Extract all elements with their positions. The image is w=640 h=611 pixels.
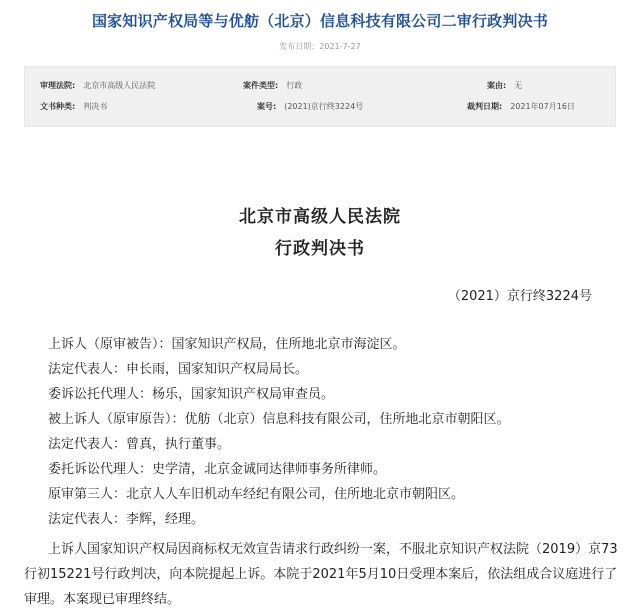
meta-case-no-value: (2021)京行终3224号 — [284, 102, 364, 111]
meta-cause — [487, 81, 522, 91]
party-line: 法定代表人：李辉，经理。 — [48, 512, 205, 527]
party-line: 上诉人（原审被告）：国家知识产权局，住所地北京市海淀区。 — [48, 337, 406, 352]
document-kind-heading: 行政判决书 — [275, 239, 365, 259]
meta-date-label: 裁判日期: — [467, 102, 503, 111]
meta-doc-type — [40, 102, 107, 112]
meta-court — [40, 81, 155, 91]
meta-case-type-value: 行政 — [286, 81, 303, 90]
party-line: 法定代表人：曾真，执行董事。 — [48, 437, 231, 452]
meta-case-type — [243, 81, 302, 91]
party-line: 委诉讼托代理人：杨乐，国家知识产权局审查员。 — [48, 387, 335, 402]
meta-cause-value: 无 — [514, 81, 523, 90]
meta-date-value: 2021年07月16日 — [510, 102, 575, 111]
body-paragraph: 上诉人国家知识产权局因商标权无效宣告请求行政纠纷一案，不服北京知识产权法院（2019）京73行初15221号行政判决，向本院提起上诉。本院于2021年5月10日受理本案后，依法组成合议庭进行了审理。本案现已审理终结。 — [24, 542, 618, 607]
case-number: （2021）京行终3224号 — [447, 289, 592, 304]
publish-date: 发布日期：2021-7-27 — [279, 42, 361, 51]
party-line: 原审第三人：北京人人车旧机动车经纪有限公司，住所地北京市朝阳区。 — [48, 487, 465, 502]
meta-court-value: 北京市高级人民法院 — [83, 81, 156, 90]
meta-judgment-date — [467, 102, 575, 112]
meta-court-label: 审理法院: — [40, 81, 76, 90]
meta-doc-type-label: 文书种类: — [40, 102, 76, 111]
party-line: 委托诉讼代理人：史学清，北京金诚同达律师事务所律师。 — [48, 462, 387, 477]
meta-case-no — [257, 102, 363, 112]
meta-case-type-label: 案件类型: — [243, 81, 279, 90]
document-title: 国家知识产权局等与优舫（北京）信息科技有限公司二审行政判决书 — [91, 12, 548, 30]
meta-cause-label: 案由: — [487, 81, 507, 90]
court-name-heading: 北京市高级人民法院 — [239, 207, 401, 227]
meta-case-no-label: 案号: — [257, 102, 277, 111]
party-line: 被上诉人（原审原告）：优舫（北京）信息科技有限公司，住所地北京市朝阳区。 — [48, 412, 510, 427]
meta-doc-type-value: 判决书 — [83, 102, 108, 111]
case-metadata-panel — [24, 66, 616, 127]
party-line: 法定代表人：申长雨，国家知识产权局局长。 — [48, 362, 309, 377]
